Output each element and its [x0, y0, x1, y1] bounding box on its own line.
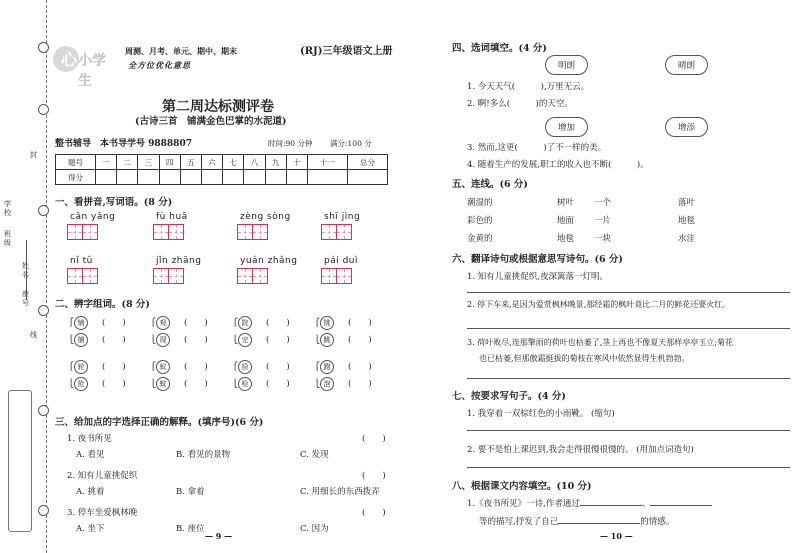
score-value-cell[interactable]: [244, 170, 265, 185]
section-5-title: 五、连线。(6 分): [452, 179, 528, 190]
section-3-title: 三、给加点的字选择正确的解释。(填序号)(6 分): [55, 417, 264, 428]
bianzi-row: [232, 316, 290, 330]
score-header-cell: 八: [244, 155, 265, 170]
q4-item-1: 1. 今天天气( ),万里无云。: [467, 82, 590, 92]
writing-grid[interactable]: [237, 224, 267, 240]
brace-mark: ⎩: [232, 335, 238, 344]
binding-hole: [38, 305, 49, 316]
q7-item-2: 2. 要不是怕上课迟到,我会走得很慢很慢的。 (用加点词造句): [467, 445, 694, 455]
brace-mark: ⎧: [314, 318, 320, 327]
writing-cell[interactable]: [321, 268, 337, 284]
section-6-title: 六、翻译诗句或根据意思写诗句。(6 分): [452, 254, 623, 265]
writing-cell[interactable]: [153, 268, 169, 284]
bianzi-char: 跳: [320, 333, 334, 347]
pinyin-label: nǐ tǔ: [70, 256, 93, 266]
section-4-title: 四、选词填空。(4 分): [452, 43, 547, 54]
brace-mark: ⎩: [314, 379, 320, 388]
bianzi-row: [68, 377, 126, 391]
q7-item-1: 1. 我穿着一双棕红色的小雨靴。 (缩句): [467, 409, 615, 419]
book-tag: (RJ)三年级语文上册: [300, 46, 393, 57]
side-note-name: 姓名: [22, 262, 29, 279]
pinyin-label: pái duì: [324, 256, 359, 266]
score-header-row: [56, 155, 388, 170]
q3-stem: 1. 夜书所见: [67, 434, 112, 444]
link-word[interactable]: 树叶: [557, 198, 575, 208]
section-8-title: 八、根据课文内容填空。(10 分): [452, 481, 592, 492]
section-2-title: 二、辨字组词。(8 分): [55, 299, 150, 310]
word-choice-1b: 晴朗: [665, 55, 708, 75]
writing-cell[interactable]: [67, 224, 83, 240]
brand-text: 小学生: [78, 53, 106, 89]
score-header-cell: 二: [117, 155, 138, 170]
writing-cell[interactable]: [336, 224, 352, 240]
answer-blank[interactable]: ( ): [348, 335, 372, 345]
series-text: 周测、月考、单元、期中、期末: [125, 46, 237, 56]
q6-item-3: 3. 荷叶败尽,连那擎雨的荷叶也枯萎了,茎上再也不像夏天那样亭亭玉立;菊花: [467, 338, 733, 347]
writing-grid[interactable]: [237, 268, 267, 284]
answer-line: [467, 378, 790, 379]
word-choice-2a: 增加: [545, 117, 588, 137]
answer-blank[interactable]: ( ): [348, 318, 372, 328]
answer-line: [467, 292, 790, 293]
q3-stem: 3. 停车坐爱枫林晚: [67, 508, 138, 518]
section-1-title: 一、看拼音,写词语。(8 分): [55, 197, 173, 208]
q6-item-2: 2. 停下车来,是因为爱赏枫林晚景,那经霜的枫叶竟比二月的鲜花还要火红。: [467, 300, 731, 309]
link-word[interactable]: 彩色的: [467, 216, 493, 226]
q3-option: A. 坐下: [76, 524, 105, 534]
link-word[interactable]: 地毯: [557, 234, 575, 244]
answer-blank[interactable]: ( ): [266, 362, 290, 372]
bianzi-row: [314, 377, 372, 391]
answer-blank[interactable]: ( ): [184, 379, 208, 389]
writing-grid[interactable]: [67, 268, 97, 284]
q3-stem: 2. 知有儿童挑促织: [67, 471, 138, 481]
score-value-cell[interactable]: [307, 170, 347, 185]
brand-logo: [52, 40, 110, 89]
brace-mark: ⎧: [68, 362, 74, 371]
bianzi-char: 捡: [238, 360, 252, 374]
pinyin-label: yuán zhǎng: [240, 256, 298, 266]
writing-cell[interactable]: [321, 224, 337, 240]
score-value-row: [56, 170, 388, 185]
writing-cell[interactable]: [168, 268, 184, 284]
q8-item-1: 1.《夜书所见》一诗,作者通过 、: [467, 497, 712, 509]
writing-cell[interactable]: [237, 224, 253, 240]
side-note-seat: 座号: [22, 290, 29, 307]
bianzi-char: 泡: [320, 377, 334, 391]
answer-blank[interactable]: ( ): [184, 318, 208, 328]
pinyin-label: zèng sòng: [240, 212, 291, 222]
score-value-cell[interactable]: [159, 170, 180, 185]
q6-item-3-cont: 也已枯萎,但那傲霜挺拔的菊枝在寒风中依然显得生机勃勃。: [479, 354, 690, 363]
link-word[interactable]: 落叶: [678, 198, 696, 208]
brace-mark: ⎧: [314, 362, 320, 371]
brace-mark: ⎩: [68, 379, 74, 388]
bianzi-char: 院: [238, 316, 252, 330]
slogan-text: 全方位优化意思: [128, 60, 191, 70]
brace-mark: ⎧: [232, 362, 238, 371]
brace-mark: ⎧: [150, 362, 156, 371]
link-word[interactable]: 一片: [594, 216, 612, 226]
score-header-cell: 五: [180, 155, 201, 170]
binding-hole: [38, 405, 49, 416]
pinyin-label: cān yǎng: [70, 212, 116, 222]
q3-option: C. 发现: [300, 450, 329, 460]
bianzi-char: 铺: [74, 316, 88, 330]
svg-text:心: 心: [61, 50, 78, 69]
score-header-cell: 六: [201, 155, 222, 170]
link-word[interactable]: 地毯: [678, 216, 696, 226]
answer-blank[interactable]: ( ): [362, 434, 386, 444]
writing-cell[interactable]: [82, 268, 98, 284]
exam-subtitle: (古诗三首 铺满金色巴掌的水泥道): [135, 116, 287, 127]
answer-blank[interactable]: ( ): [184, 362, 208, 372]
score-value-label: 得分: [56, 170, 96, 185]
section-7-title: 七、按要求写句子。(4 分): [452, 391, 566, 402]
writing-cell[interactable]: [252, 224, 268, 240]
score-header-cell: 一: [95, 155, 116, 170]
bianzi-char: 完: [238, 333, 252, 347]
exam-full-score: 满分:100 分: [330, 139, 372, 148]
writing-cell[interactable]: [237, 268, 253, 284]
bianzi-char: 挑: [320, 316, 334, 330]
score-header-cell: 三: [138, 155, 159, 170]
page-number-right: — 10 —: [600, 531, 633, 541]
bianzi-row: [150, 316, 208, 330]
writing-grid[interactable]: [153, 224, 183, 240]
q3-option: B. 座位: [176, 524, 205, 534]
brace-mark: ⎩: [150, 379, 156, 388]
bianzi-char: 抢: [74, 377, 88, 391]
q3-option: A. 看见: [76, 450, 105, 460]
answer-blank[interactable]: ( ): [184, 335, 208, 345]
bianzi-char: 检: [238, 377, 252, 391]
bianzi-row: [314, 316, 372, 330]
q8-item-1-cont: 等的描写,抒发了自己 的情感。: [479, 517, 675, 527]
score-value-cell[interactable]: [347, 170, 387, 185]
bianzi-row: [68, 333, 126, 347]
answer-blank[interactable]: ( ): [362, 471, 386, 481]
bianzi-char: 轮: [74, 360, 88, 374]
answer-blank[interactable]: ( ): [266, 335, 290, 345]
bianzi-char: 跑: [320, 360, 334, 374]
writing-grid[interactable]: [321, 224, 351, 240]
score-header-cell: 四: [159, 155, 180, 170]
bianzi-row: [314, 360, 372, 374]
word-choice-2b: 增添: [665, 117, 708, 137]
brace-mark: ⎩: [232, 379, 238, 388]
q3-option: C. 用细长的东西拨弄: [300, 487, 380, 497]
bianzi-row: [150, 377, 208, 391]
bianzi-char: 观: [156, 316, 170, 330]
writing-cell[interactable]: [168, 224, 184, 240]
bianzi-row: [150, 360, 208, 374]
bianzi-char: 现: [156, 333, 170, 347]
writing-cell[interactable]: [67, 268, 83, 284]
exam-title: 第二周达标测评卷: [162, 99, 274, 115]
score-header-cell: 十一: [307, 155, 347, 170]
brace-mark: ⎩: [314, 335, 320, 344]
q4-item-2: 2. 啊!多么( )的天空。: [467, 99, 573, 109]
binding-sidebar: [0, 0, 47, 553]
bianzi-row: [150, 333, 208, 347]
writing-grid[interactable]: [153, 268, 183, 284]
exam-time: 时间:90 分钟: [268, 139, 313, 148]
bianzi-row: [232, 377, 290, 391]
link-word[interactable]: 一块: [594, 234, 612, 244]
link-word[interactable]: 水洼: [678, 234, 696, 244]
bianzi-char: 蚁: [156, 360, 170, 374]
side-note-line: 线: [30, 331, 37, 339]
answer-blank[interactable]: ( ): [362, 508, 386, 518]
bianzi-row: [68, 316, 126, 330]
brace-mark: ⎩: [68, 335, 74, 344]
side-note-school: 学校: [4, 200, 11, 217]
answer-line: [467, 467, 790, 468]
binding-hole: [38, 205, 49, 216]
bianzi-row: [232, 360, 290, 374]
q3-option: B. 看见的景物: [176, 450, 231, 460]
link-word[interactable]: 潮湿的: [467, 198, 493, 208]
q6-item-1: 1. 知有儿童挑促织,夜深篱落一灯明。: [467, 272, 609, 282]
writing-cell[interactable]: [82, 224, 98, 240]
bianzi-row: [232, 333, 290, 347]
writing-cell[interactable]: [153, 224, 169, 240]
brace-mark: ⎧: [232, 318, 238, 327]
brace-mark: ⎧: [150, 318, 156, 327]
bianzi-row: [314, 333, 372, 347]
link-word[interactable]: 一个: [594, 198, 612, 208]
brace-mark: ⎧: [68, 318, 74, 327]
bianzi-char: 捕: [74, 333, 88, 347]
link-word[interactable]: 金黄的: [467, 234, 493, 244]
q4-item-4: 4. 随着生产的发展,职工的收入也不断( )。: [467, 160, 649, 170]
brace-mark: ⎩: [150, 335, 156, 344]
q4-item-3: 3. 然而,这更( )了不一样的美。: [467, 143, 607, 153]
answer-blank[interactable]: ( ): [348, 362, 372, 372]
score-header-cell: 十: [286, 155, 307, 170]
binding-hole: [38, 104, 49, 115]
score-header-cell: 总分: [347, 155, 387, 170]
score-value-cell[interactable]: [265, 170, 286, 185]
link-word[interactable]: 地面: [557, 216, 575, 226]
pinyin-label: jǐn zhāng: [156, 256, 202, 266]
answer-blank[interactable]: ( ): [102, 318, 126, 328]
writing-grid[interactable]: [321, 268, 351, 284]
score-table: [55, 154, 388, 185]
word-choice-1a: 明朗: [545, 55, 588, 75]
bianzi-row: [68, 360, 126, 374]
answer-blank[interactable]: ( ): [102, 379, 126, 389]
answer-blank[interactable]: ( ): [102, 362, 126, 372]
score-header-cell: 九: [265, 155, 286, 170]
score-value-cell[interactable]: [95, 170, 116, 185]
q3-option: A. 挑着: [76, 487, 105, 497]
page-number-left: — 9 —: [205, 531, 233, 541]
side-logo-box: [8, 390, 32, 532]
bianzi-char: 蚊: [156, 377, 170, 391]
answer-line: [467, 430, 790, 431]
side-note-seal: 封: [30, 151, 37, 159]
answer-blank[interactable]: ( ): [102, 335, 126, 345]
score-label: 题号: [56, 155, 96, 170]
answer-line: [467, 328, 790, 329]
pinyin-label: shī jìng: [324, 212, 361, 222]
score-value-cell[interactable]: [201, 170, 222, 185]
binding-hole: [38, 42, 49, 53]
writing-cell[interactable]: [336, 268, 352, 284]
score-header-cell: 七: [223, 155, 244, 170]
writing-cell[interactable]: [252, 268, 268, 284]
side-note-class: 班级: [4, 230, 11, 247]
score-value-cell[interactable]: [223, 170, 244, 185]
answer-blank[interactable]: ( ): [266, 318, 290, 328]
pinyin-label: fù huā: [156, 212, 188, 222]
answer-blank[interactable]: ( ): [348, 379, 372, 389]
score-value-cell[interactable]: [117, 170, 138, 185]
score-value-cell[interactable]: [138, 170, 159, 185]
writing-grid[interactable]: [67, 224, 97, 240]
book-info: 整书辅导 本书导学号 9888807: [55, 139, 192, 149]
score-value-cell[interactable]: [286, 170, 307, 185]
binding-hole: [38, 505, 49, 516]
answer-blank[interactable]: ( ): [266, 379, 290, 389]
q3-option: C. 因为: [300, 524, 329, 534]
score-value-cell[interactable]: [180, 170, 201, 185]
q3-option: B. 拿着: [176, 487, 205, 497]
